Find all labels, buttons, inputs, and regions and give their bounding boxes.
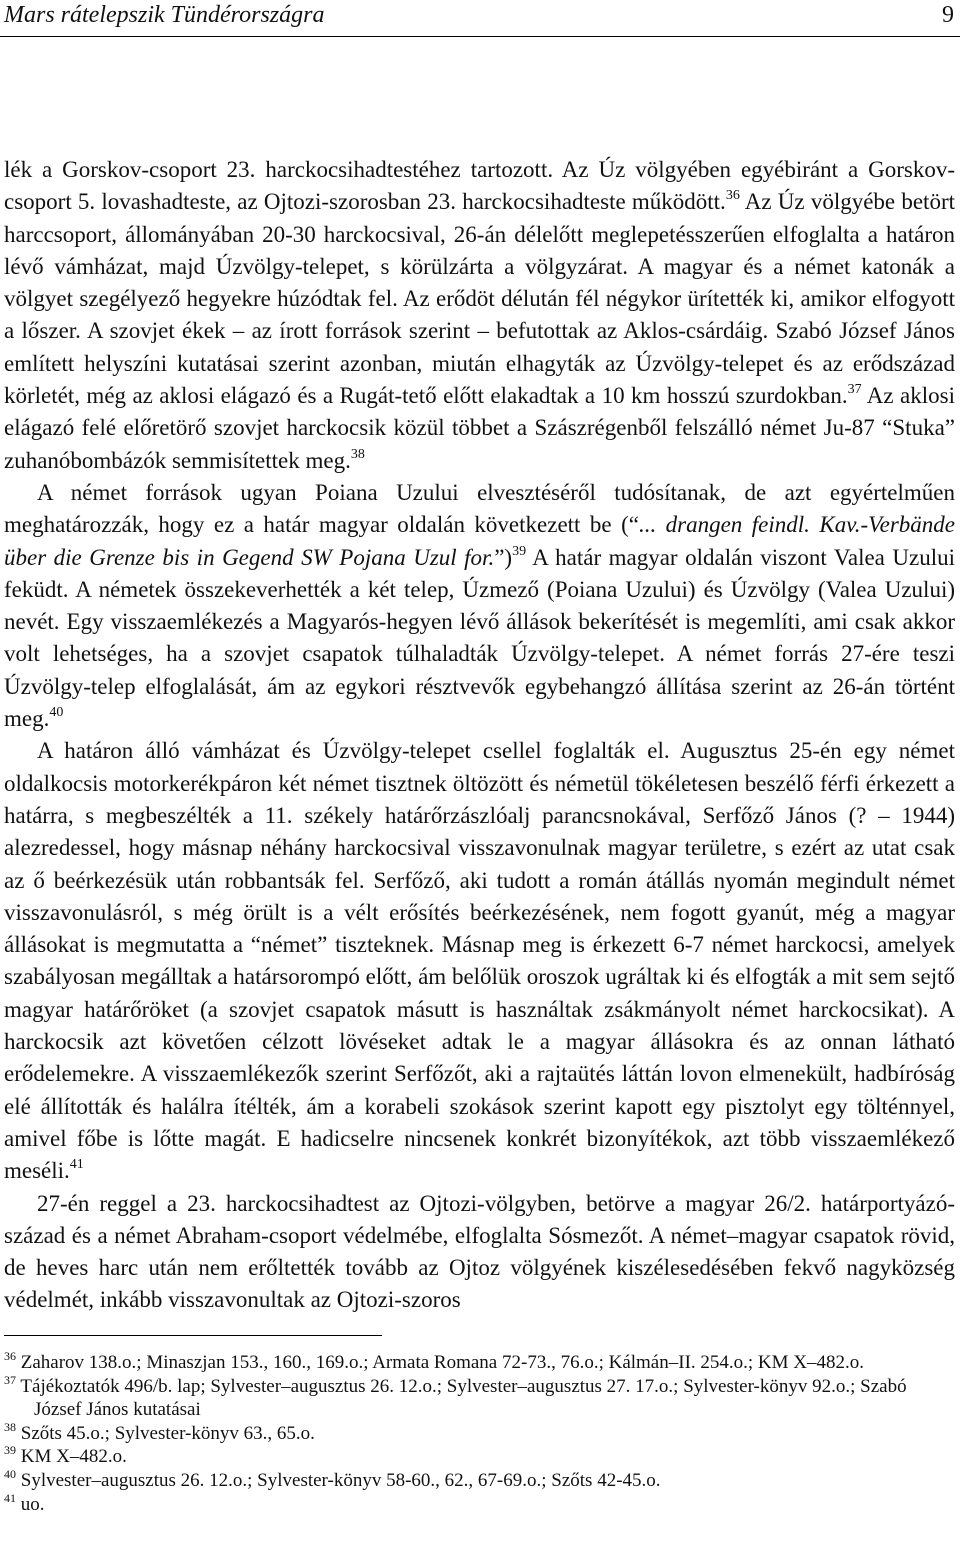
text-run: Az Úz völgyébe betört harccsoport, állományában 20-30 harckocsival, 26-án délelőtt meglepetésszerűen elfoglalta a határon lévő vámházat, majd Úzvölgy-telepet, s körülzárta a völgyzárat. A magyar és a német katonák a völgyet szegélyező hegyekre húzódtak fel. Az erődöt délután fél négykor ürítették ki, amikor elfogyott a lőszer. A szovjet ékek – az írott források szerint – befutottak az Aklos-csárdáig. Szabó József János említett helyszíni kutatásai szerint azonban, miután elhagyták az Úzvölgy-telepet és az erődszázad körletét, még az aklosi elágazó és a Rugát-tető előtt elakadtak a 10 km hosszú szurdokban. [4, 189, 955, 409]
footnote-ref-38[interactable]: 38 [350, 446, 365, 462]
footnote-number: 40 [4, 1466, 16, 1481]
body-text [4, 154, 955, 1317]
footnotes [4, 1351, 955, 1516]
quoted-german-source: ... drangen feindl. Kav.-Verbände über die Grenze bis in Gegend SW Pojana Uzul for. [4, 512, 955, 570]
footnote-text: uo. [16, 1493, 45, 1515]
footnote-36 [4, 1351, 955, 1375]
text-run: 27-én reggel a 23. harckocsihadtest az Ojtozi-völgyben, betörve a magyar 26/2. határportyázó-század és a német Abraham-csoport védelmébe, elfoglalta Sósmezőt. A német–magyar csapatok rövid, de heves harc után nem erőltették tovább az Ojtoz völgyének kiszélesedésében fekvő nagyközség védelmét, inkább visszavonultak az Ojtozi-szoros [4, 1190, 955, 1313]
paragraph-2 [4, 477, 955, 735]
footnote-number: 39 [4, 1443, 16, 1458]
footnote-ref-37[interactable]: 37 [847, 382, 862, 398]
text-run: A határ magyar oldalán viszont Valea Uzului feküdt. A németek összekeverhették a két telep, Úzmező (Poiana Uzului) és Úzvölgy (Valea Uzului) nevét. Egy visszaemlékezés a Magyarós-hegyen lévő állások bekerítését is megemlíti, ami csak akkor volt lehetséges, ha a szovjet csapatok túlhaladták Úzvölgy-telepet. A német forrás 27-ére teszi Úzvölgy-telep elfoglalását, ám az egykori résztvevők egybehangzó állítása szerint az 26-án történt meg. [4, 544, 955, 732]
text-run: lék a Gorskov-csoport 23. harckocsihadtestéhez tartozott. Az Úz völgyében egyébiránt a Gorskov-csoport 5. lovashadteste, az Ojtozi-szorosban 23. harckocsihadteste működött. [4, 157, 955, 215]
footnote-37 [4, 1372, 955, 1422]
footnote-number: 37 [4, 1372, 16, 1387]
paragraph-1 [4, 154, 955, 477]
footnote-38 [4, 1419, 955, 1446]
text-run: Az aklosi elágazó felé előretörő szovjet harckocsik közül többet a Szászrégenből felszálló német Ju-87 “Stuka” zuhanóbombázók semmisítettek meg. [4, 383, 955, 473]
page-number: 9 [942, 2, 954, 28]
footnote-text: Szőts 45.o.; Sylvester-könyv 63., 65.o. [16, 1422, 315, 1444]
footnote-text: Sylvester–augusztus 26. 12.o.; Sylvester-könyv 58-60., 62., 67-69.o.; Szőts 42-45.o. [16, 1469, 661, 1491]
footnote-text: Tájékoztatók 496/b. lap; Sylvester–augusztus 26. 12.o.; Sylvester–augusztus 27. 17.o.; Sylvester-könyv 92.o.; Szabó József János kutatásai [16, 1375, 907, 1421]
footnote-ref-36[interactable]: 36 [725, 188, 740, 204]
footnote-ref-39[interactable]: 39 [512, 543, 527, 559]
footnote-39 [4, 1445, 955, 1469]
footnote-ref-41[interactable]: 41 [69, 1157, 84, 1173]
footnote-ref-40[interactable]: 40 [49, 705, 64, 721]
footnote-number: 36 [4, 1349, 16, 1363]
footnote-41 [4, 1490, 955, 1517]
paragraph-4 [4, 1188, 955, 1317]
text-run: A német források ugyan Poiana Uzului elvesztéséről tudósítanak, de azt egyértelműen meghatározzák, hogy ez a határ magyar oldalán következett be (“ [4, 479, 955, 538]
running-title: Mars rátelepszik Tündérországra [4, 2, 325, 28]
footnote-number: 41 [4, 1490, 16, 1505]
footnote-40 [4, 1466, 955, 1493]
paragraph-3 [4, 735, 955, 1187]
footnote-text: KM X–482.o. [16, 1446, 127, 1468]
running-header [0, 0, 960, 37]
text-run: ”) [494, 544, 513, 570]
footnote-number: 38 [4, 1419, 16, 1434]
text-run: A határon álló vámházat és Úzvölgy-telepet csellel foglalták el. Augusztus 25-én egy német oldalkocsis motorkerékpáron két német tisztnek öltözött és németül tökéletesen beszélő férfi érkezett a határra, s megbeszélték a 11. székely határőrzászlóalj parancsnokával, Serfőző János (? – 1944) alezredessel, hogy másnap néhány harckocsival visszavonulnak magyar területre, s ezért az utat csak az ő beérkezésük után robbantsák fel. Serfőző, aki tudott a román átállás nyomán megindult német visszavonulásról, s még örült is a vélt erősítés beérkezésének, nem fogott gyanút, még a magyar állásokat is megmutatta a “német” tiszteknek. Másnap meg is érkezett 6-7 német harckocsi, amelyek szabályosan megálltak a határsorompó előtt, ám belőlük oroszok ugráltak ki és elfogták a mit sem sejtő magyar határőröket (a szovjet csapatok másutt is használtak zsákmányolt német harckocsikat). A harckocsik azt követően célzott lövéseket adtak le a magyar állásokra és az onnan látható erődelemekre. A visszaemlékezők szerint Serfőzőt, aki a rajtaütés láttán lovon elmenekült, hadbíróság elé állították és halálra ítélték, ám a korabeli szokások szerint kapott egy pisztolyt egy tölténnyel, amivel főbe is lőtte magát. E hadicselre nincsenek konkrét bizonyítékok, azt több visszaemlékező meséli. [4, 738, 955, 1184]
footnote-separator [4, 1335, 382, 1336]
footnote-text: Zaharov 138.o.; Minaszjan 153., 160., 169.o.; Armata Romana 72-73., 76.o.; Kálmán–II. 254.o.; KM X–482.o. [16, 1352, 865, 1373]
